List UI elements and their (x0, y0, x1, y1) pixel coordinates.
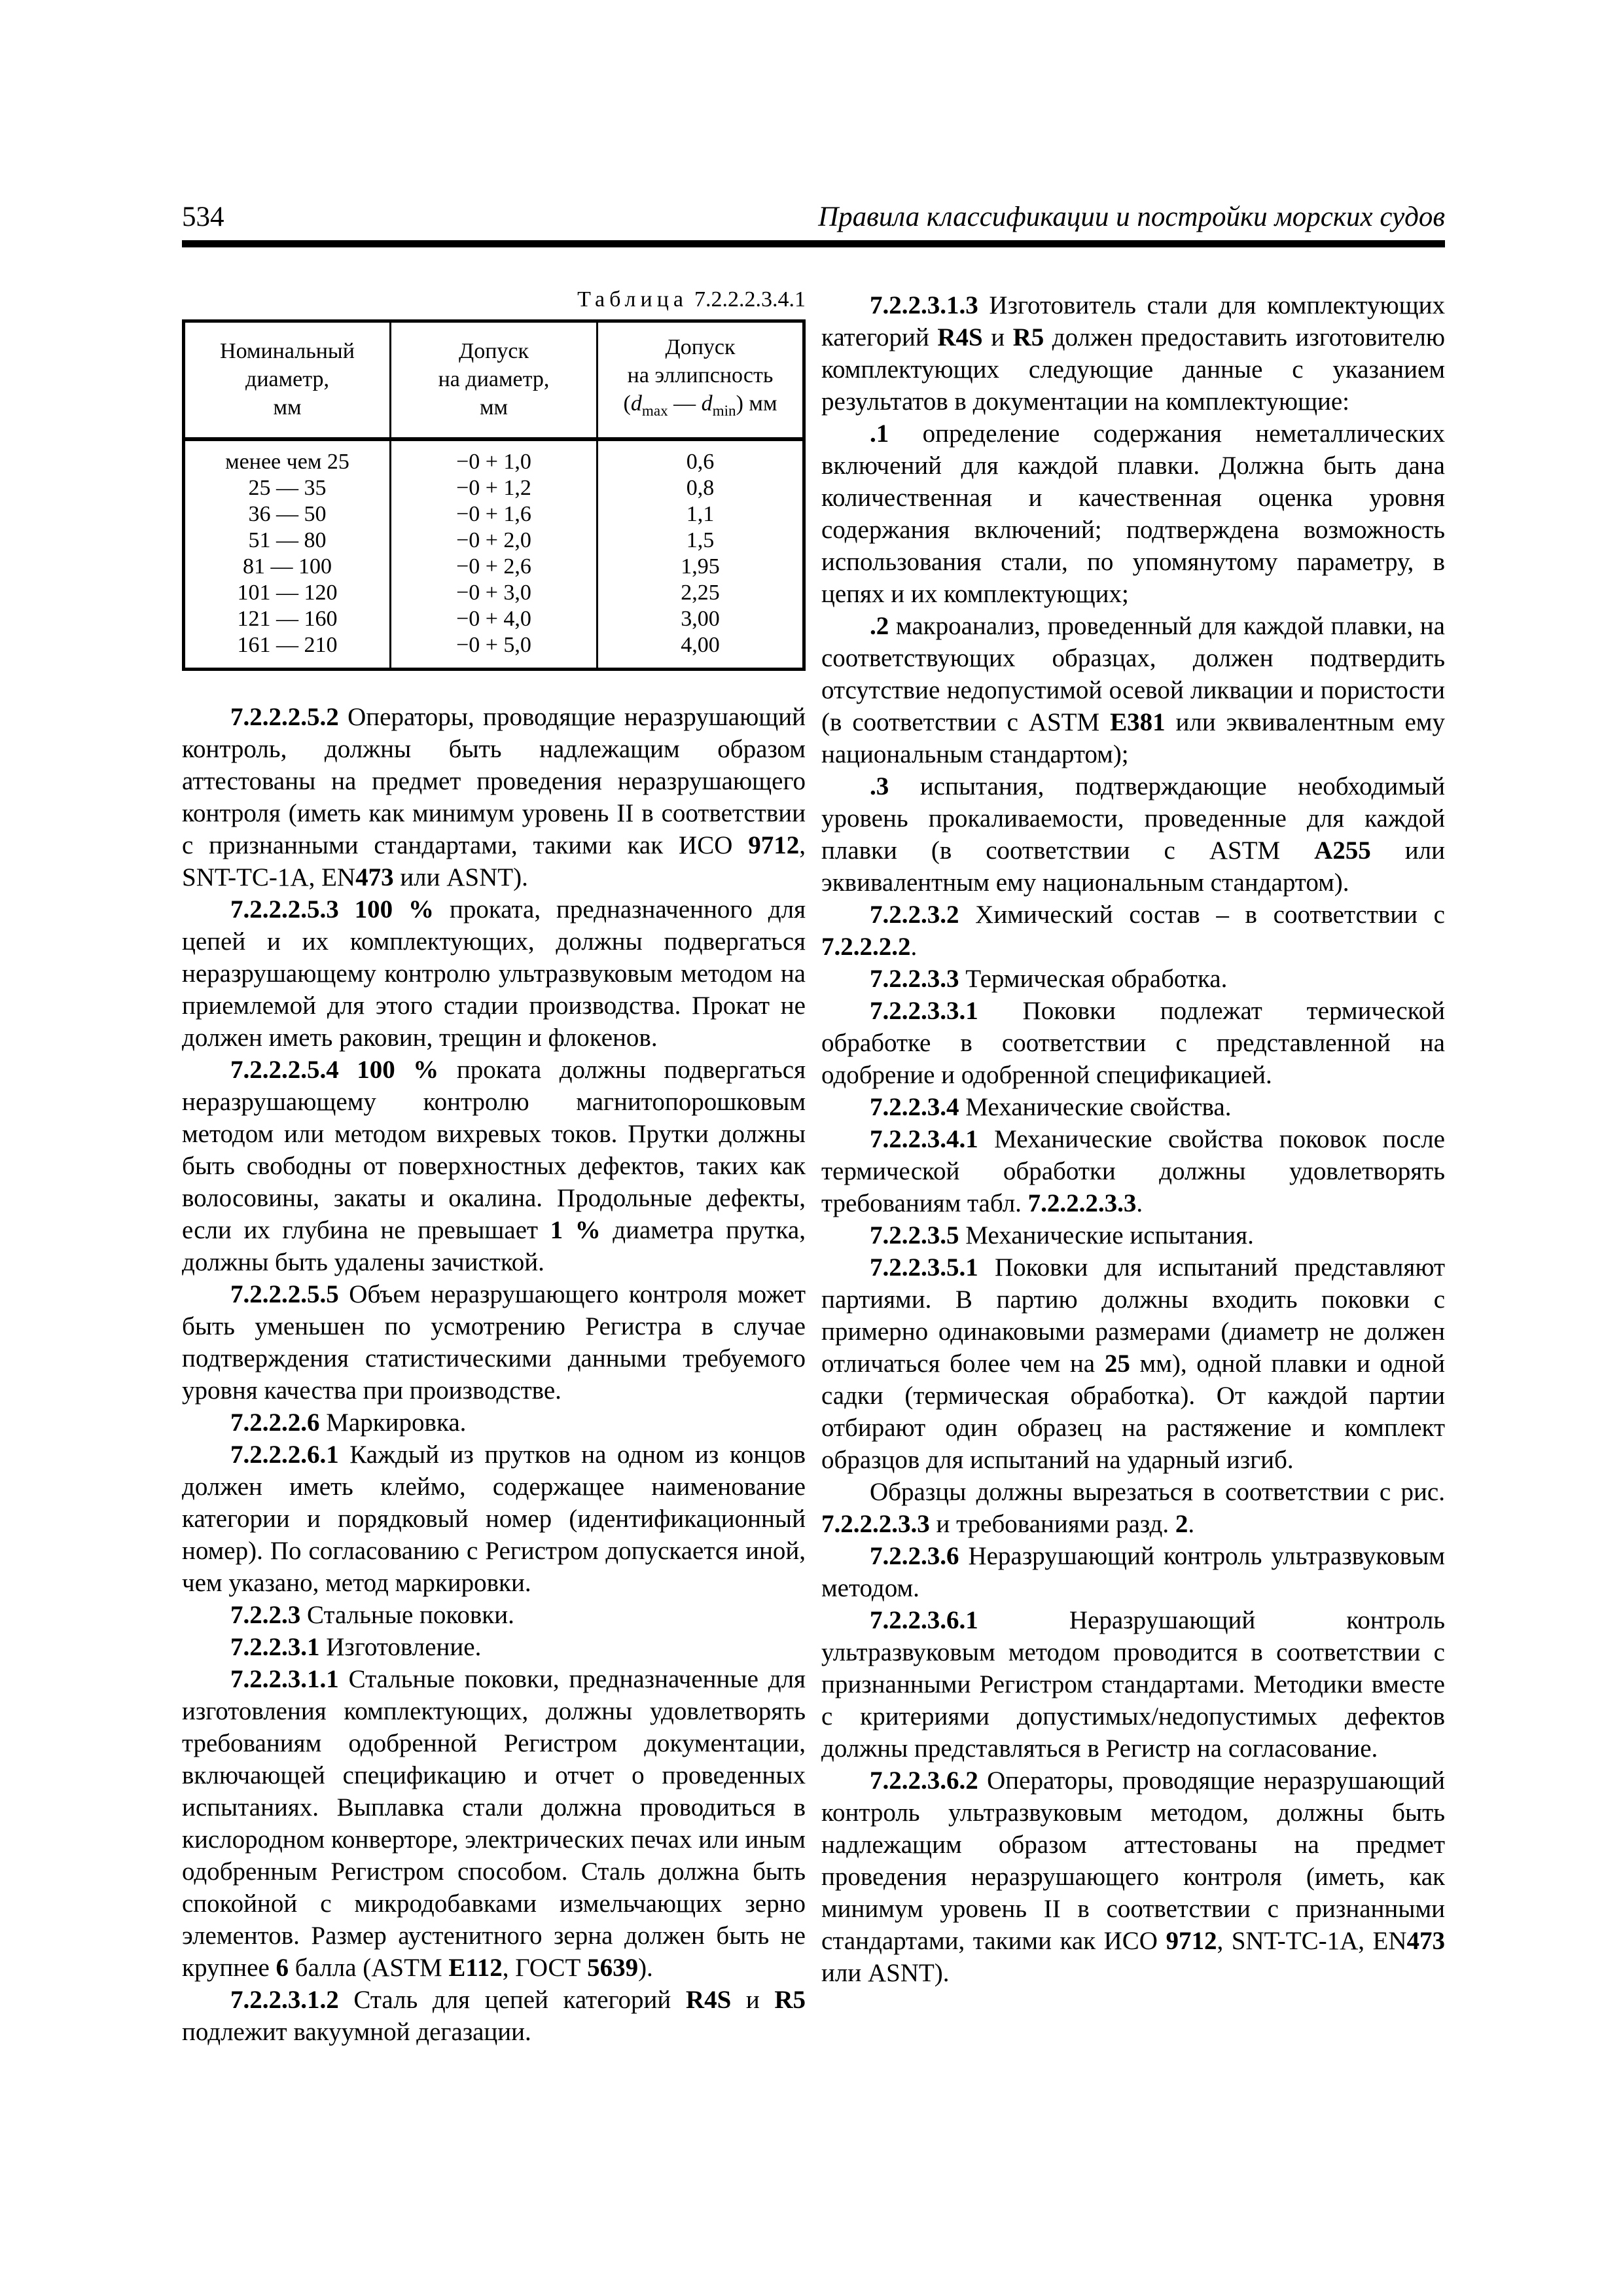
table-row (184, 554, 804, 580)
cell-ovality-tolerance: 1,1 (597, 501, 804, 528)
column-left (182, 247, 806, 2048)
column-right (821, 247, 1445, 2048)
cell-diameter-range: 121 — 160 (184, 606, 391, 632)
cell-diameter-tolerance: −0 + 1,2 (391, 475, 597, 501)
table-body (184, 439, 804, 670)
running-title: Правила классификации и постройки морских судов (818, 202, 1445, 232)
para-7.2.2.3: 7.2.2.3 Стальные поковки. (230, 1601, 514, 1630)
ovality-formula (602, 389, 798, 425)
table-row (184, 439, 804, 475)
cell-diameter-tolerance: −0 + 1,6 (391, 501, 597, 528)
para-7.2.2.3.4: 7.2.2.3.4 Механические свойства. (870, 1093, 1232, 1122)
cell-diameter-range: 101 — 120 (184, 580, 391, 606)
dmin-symbol: d (701, 391, 713, 416)
para-item-2: .2 макроанализ, проведенный для каждой плавки, на соответствующих образцах, должен подтвердить отсутствие недопустимой осевой ликвации и пористости (в соответствии с ASTM E381 или эквивалентным ему национальным стандартом); (821, 612, 1445, 769)
header-line: Допуск (665, 335, 736, 360)
table-head (184, 321, 804, 439)
para-7.2.2.3.1: 7.2.2.3.1 Изготовление. (230, 1633, 482, 1662)
para-7.2.2.3.5.1: 7.2.2.3.5.1 Поковки для испытаний представляют партиями. В партию должны входить поковки с примерно одинаковыми размерами (диаметр не должен отличаться более чем на 25 мм), одной плавки и одной садки (термическая обработка). От каждой партии отбирают один образец на растяжение и комплект образцов для испытаний на ударный изгиб. (821, 1253, 1445, 1475)
table-row (184, 580, 804, 606)
cell-diameter-tolerance: −0 + 1,0 (391, 439, 597, 475)
table-row (184, 606, 804, 632)
para-7.2.2.3.4.1: 7.2.2.3.4.1 Механические свойства поковок после термической обработки должны удовлетворять требованиям табл. 7.2.2.2.3.3. (821, 1125, 1445, 1218)
header-line: Номинальный (220, 339, 355, 364)
para-7.2.2.3.1.1: 7.2.2.3.1.1 Стальные поковки, предназначенные для изготовления комплектующих, должны удовлетворять требованиям одобренной Регистром документации, включающей спецификацию и отчет о проведенных испытаниях. Выплавка стали должна проводиться в кислородном конверторе, электрических печах или иным одобренным Регистром способом. Сталь должна быть спокойной с микродобавками измельчающих зерно элементов. Размер аустенитного зерна должен быть не крупнее 6 балла (ASTM E112, ГОСТ 5639). (182, 1665, 806, 1982)
cell-ovality-tolerance: 1,95 (597, 554, 804, 580)
formula-close-paren: ) мм (736, 391, 777, 416)
table-caption-number: 7.2.2.2.3.4.1 (694, 287, 806, 312)
tolerance-table-block (182, 287, 806, 671)
cell-ovality-tolerance: 0,6 (597, 439, 804, 475)
dmax-symbol: d (630, 391, 642, 416)
para-7.2.2.2.5.5: 7.2.2.2.5.5 Объем неразрушающего контроля может быть уменьшен по усмотрению Регистра в случае подтверждения статистическими данными требуемого уровня качества при производстве. (182, 1280, 806, 1405)
header-line: на эллипсность (627, 363, 774, 388)
cell-diameter-tolerance: −0 + 5,0 (391, 632, 597, 670)
table-header-row (184, 321, 804, 439)
page-header (182, 202, 1445, 247)
cell-diameter-tolerance: −0 + 2,6 (391, 554, 597, 580)
para-7.2.2.3.1.2: 7.2.2.3.1.2 Сталь для цепей категорий R4S и R5 подлежит вакуумной дегазации. (182, 1986, 806, 2047)
para-7.2.2.3.3.1: 7.2.2.3.3.1 Поковки подлежат термической обработке в соответствии с представленной на одобрение и одобренной спецификацией. (821, 997, 1445, 1090)
table-caption (182, 287, 806, 313)
header-line: мм (479, 395, 508, 420)
para-item-1: .1 определение содержания неметаллических включений для каждой плавки. Должна быть дана количественная и качественная оценка уровня содержания включений; подтверждена возможность использования стали, по упомянутому параметру, в цепях и их комплектующих; (821, 420, 1445, 609)
header-line: диаметр, (245, 367, 329, 392)
header-line: Допуск (459, 339, 529, 364)
para-item-3: .3 испытания, подтверждающие необходимый уровень прокаливаемости, проведенные для каждой плавки (в соответствии с ASTM A255 или эквивалентным ему национальным стандартом). (821, 772, 1445, 897)
col-header-ovality-tolerance (597, 321, 804, 439)
para-7.2.2.3.6: 7.2.2.3.6 Неразрушающий контроль ультразвуковым методом. (821, 1542, 1445, 1603)
cell-diameter-range: менее чем 25 (184, 439, 391, 475)
cell-ovality-tolerance: 3,00 (597, 606, 804, 632)
formula-open-paren: ( (623, 391, 631, 416)
cell-diameter-tolerance: −0 + 3,0 (391, 580, 597, 606)
para-7.2.2.3.3: 7.2.2.3.3 Термическая обработка. (870, 965, 1228, 994)
header-line: мм (273, 395, 302, 420)
cell-diameter-range: 161 — 210 (184, 632, 391, 670)
table-row (184, 632, 804, 670)
para-specimens-note: Образцы должны вырезаться в соответствии с рис. 7.2.2.2.3.3 и требованиями разд. 2. (821, 1478, 1445, 1539)
formula-dash: — (668, 391, 702, 416)
dmin-subscript: min (712, 403, 736, 420)
cell-diameter-range: 36 — 50 (184, 501, 391, 528)
page-content (182, 247, 1445, 2048)
col-header-diameter-tolerance (391, 321, 597, 439)
cell-diameter-tolerance: −0 + 4,0 (391, 606, 597, 632)
cell-diameter-range: 51 — 80 (184, 528, 391, 554)
para-7.2.2.3.5: 7.2.2.3.5 Механические испытания. (870, 1221, 1254, 1250)
para-7.2.2.3.6.1: 7.2.2.3.6.1 Неразрушающий контроль ультразвуковым методом проводится в соответствии с признанными Регистром стандартами. Методики вместе с критериями допустимых/недопустимых дефектов должны представляться в Регистр на согласование. (821, 1606, 1445, 1763)
table-caption-word: Таблица (577, 287, 688, 312)
para-7.2.2.2.6.1: 7.2.2.2.6.1 Каждый из прутков на одном из концов должен иметь клеймо, содержащее наименование категории и порядковый номер (идентификационный номер). По согласованию с Регистром допускается иной, чем указано, метод маркировки. (182, 1441, 806, 1598)
cell-ovality-tolerance: 4,00 (597, 632, 804, 670)
page-number: 534 (182, 202, 224, 232)
para-7.2.2.3.2: 7.2.2.3.2 Химический состав – в соответствии с 7.2.2.2.2. (821, 901, 1445, 961)
para-7.2.2.2.5.3: 7.2.2.2.5.3 100 % проката, предназначенного для цепей и их комплектующих, должны подвергаться неразрушающему контролю ультразвуковым методом на приемлемой для этого стадии производства. Прокат не должен иметь раковин, трещин и флокенов. (182, 895, 806, 1052)
table-row (184, 528, 804, 554)
cell-ovality-tolerance: 1,5 (597, 528, 804, 554)
para-7.2.2.3.1.3: 7.2.2.3.1.3 Изготовитель стали для комплектующих категорий R4S и R5 должен предоставить изготовителю комплектующих следующие данные с указанием результатов в документации на комплектующие: (821, 291, 1446, 416)
para-7.2.2.2.5.4: 7.2.2.2.5.4 100 % проката должны подвергаться неразрушающему контролю магнитопорошковым методом или методом вихревых токов. Прутки должны быть свободны от поверхностных дефектов, таких как волосовины, закаты и окалина. Продольные дефекты, если их глубина не превышает 1 % диаметра прутка, должны быть удалены зачисткой. (182, 1056, 806, 1277)
table-row (184, 475, 804, 501)
header-line: на диаметр, (438, 367, 550, 392)
para-7.2.2.2.6: 7.2.2.2.6 Маркировка. (230, 1408, 467, 1437)
tolerance-table (182, 319, 806, 671)
col-header-nominal-diameter (184, 321, 391, 439)
cell-diameter-tolerance: −0 + 2,0 (391, 528, 597, 554)
para-7.2.2.3.6.2: 7.2.2.3.6.2 Операторы, проводящие неразрушающий контроль ультразвуковым методом, должны быть надлежащим образом аттестованы на предмет проведения неразрушающего контроля (иметь, как минимум уровень II в соответствии с признанными стандартами, такими как ИСО 9712, SNT-TC-1A, EN473 или ASNT). (821, 1767, 1445, 1988)
cell-diameter-range: 25 — 35 (184, 475, 391, 501)
para-7.2.2.2.5.2: 7.2.2.2.5.2 Операторы, проводящие неразрушающий контроль, должны быть надлежащим образом аттестованы на предмет проведения неразрушающего контроля (иметь как минимум уровень II в соответствии с признанными стандартами, такими как ИСО 9712, SNT-TC-1A, EN473 или ASNT). (182, 703, 806, 892)
table-row (184, 501, 804, 528)
dmax-subscript: max (641, 403, 668, 420)
cell-ovality-tolerance: 0,8 (597, 475, 804, 501)
cell-diameter-range: 81 — 100 (184, 554, 391, 580)
cell-ovality-tolerance: 2,25 (597, 580, 804, 606)
